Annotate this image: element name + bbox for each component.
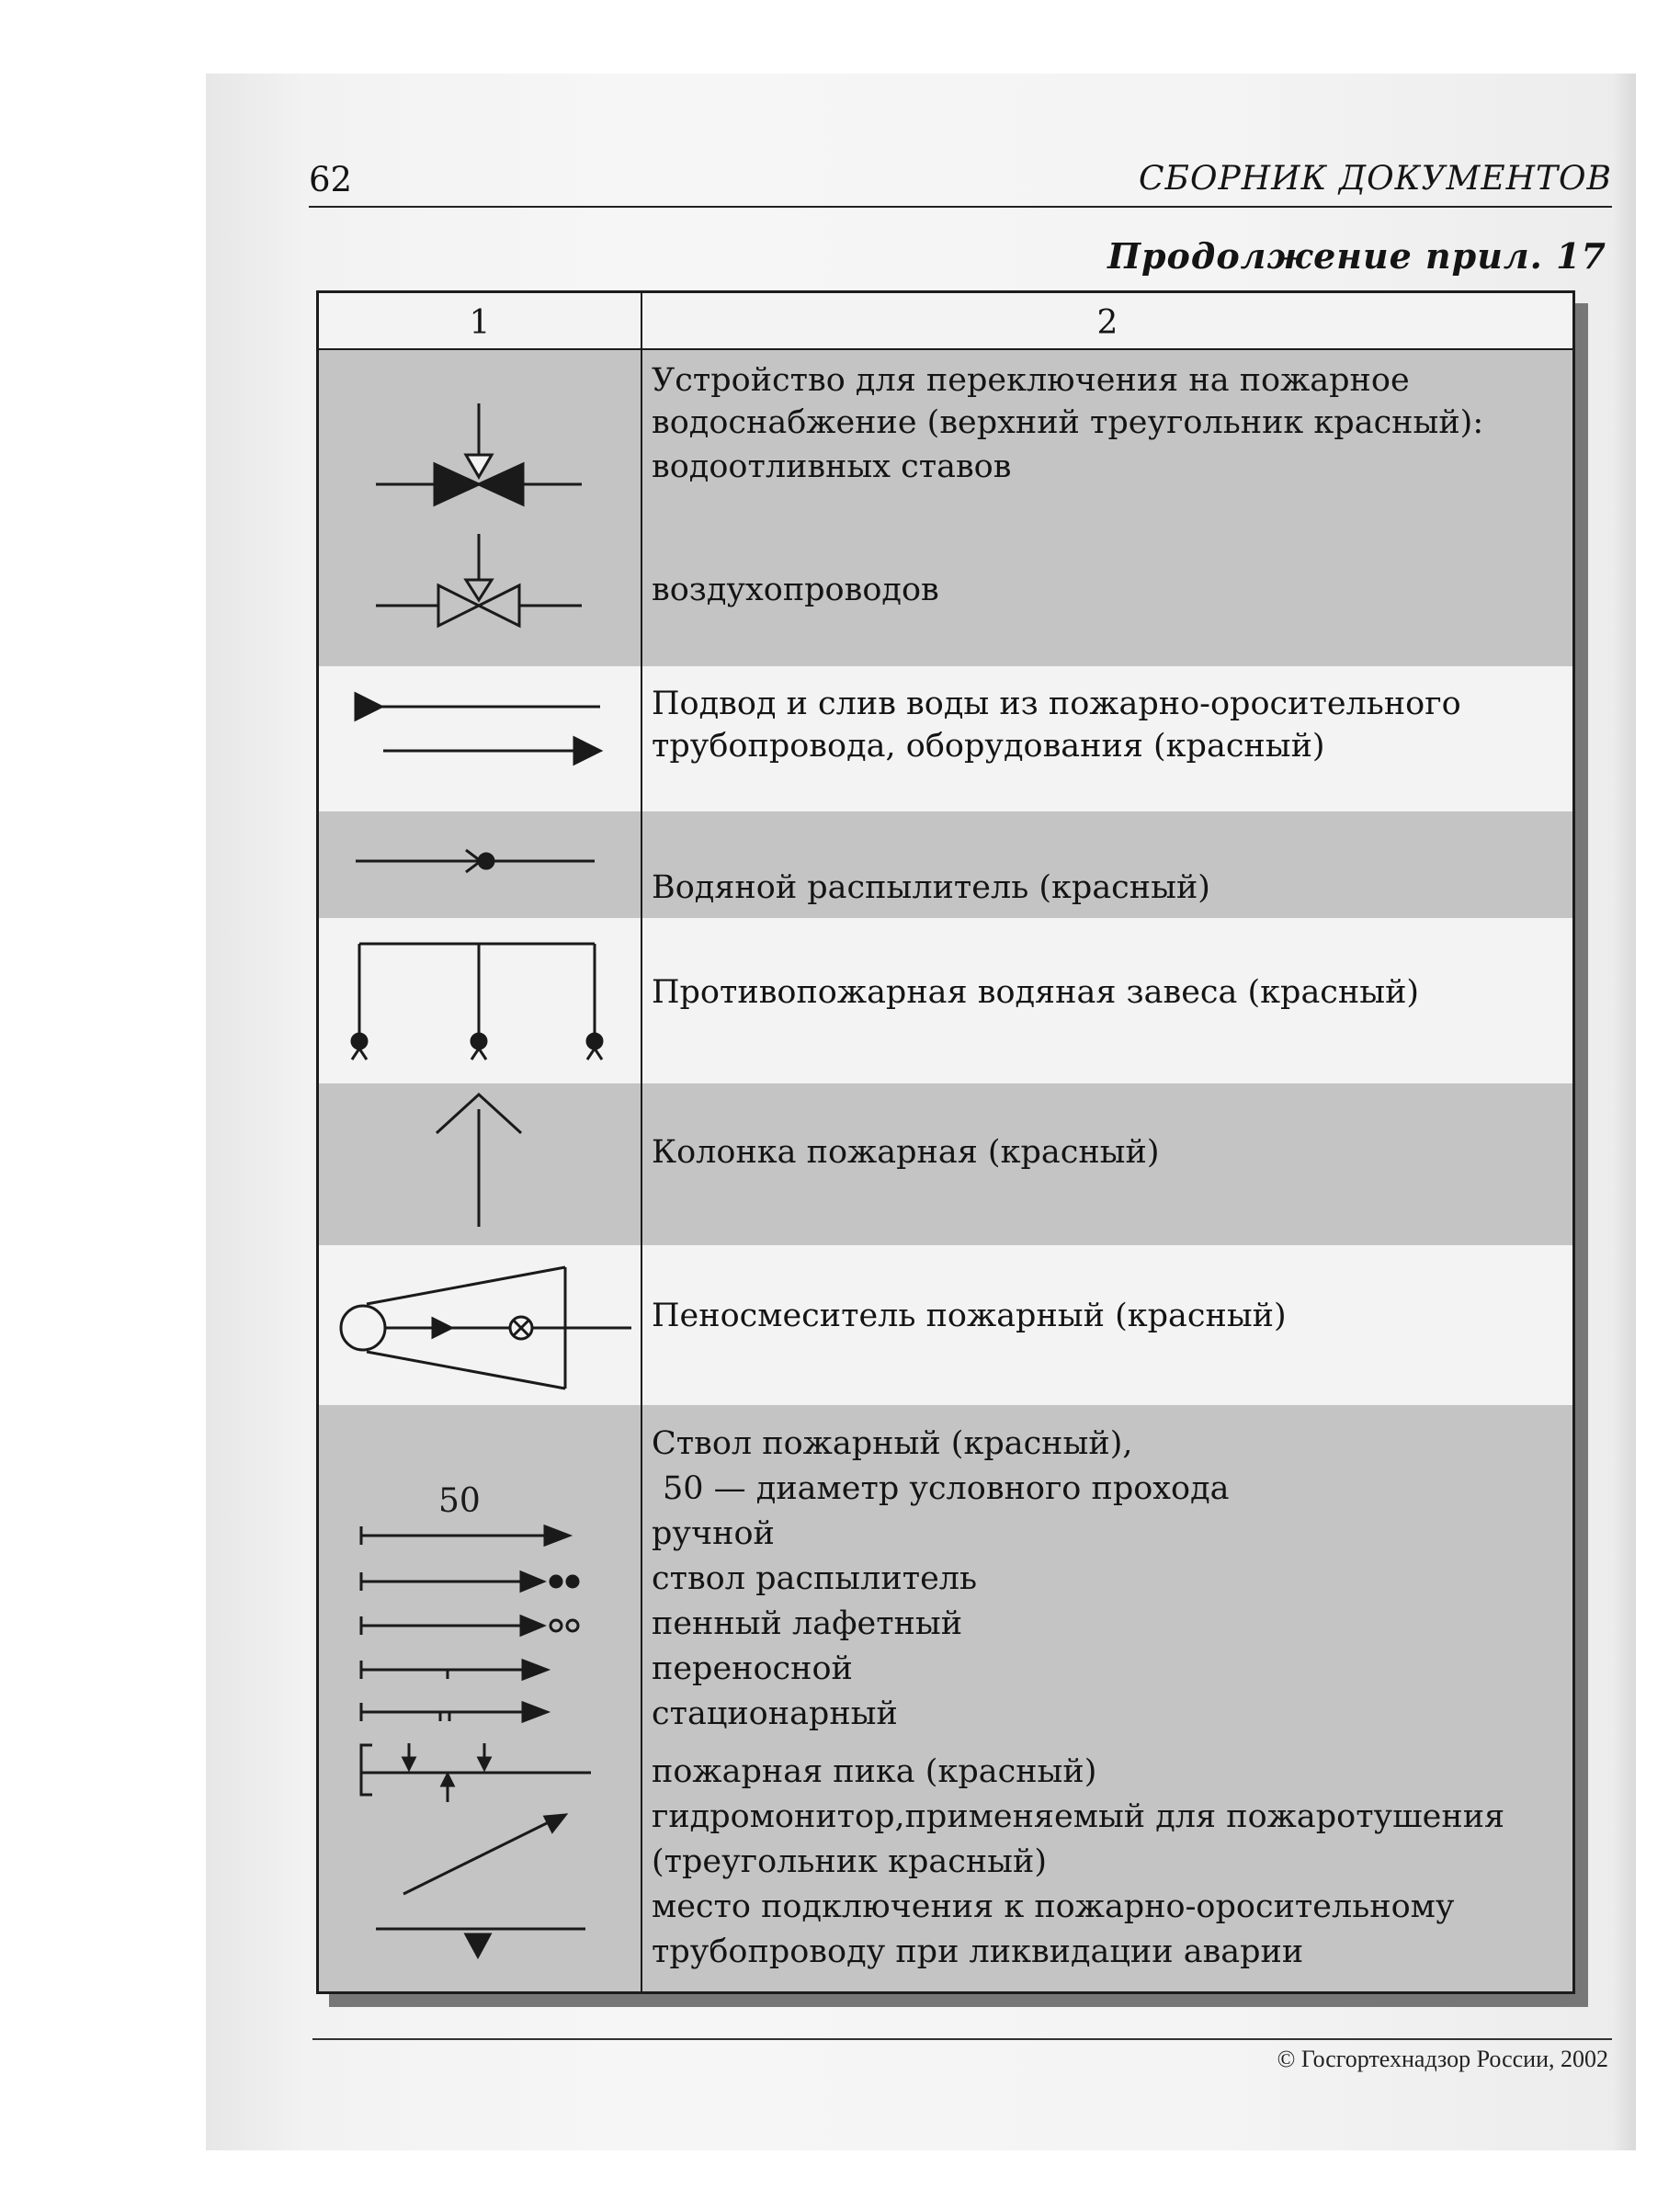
foam-mixer-icon — [341, 1267, 631, 1389]
desc-line: трубопроводу при ликвидации аварии — [652, 1933, 1304, 1970]
column-header-1: 1 — [469, 304, 491, 342]
footer-rule — [312, 2038, 1612, 2040]
desc-line: трубопровода, оборудования (красный) — [652, 728, 1325, 765]
desc-line: место подключения к пожарно-оросительному — [652, 1888, 1455, 1925]
desc-line: водоснабжение (верхний треугольник красный): — [652, 404, 1484, 441]
desc-line: 50 — диаметр условного прохода — [663, 1470, 1230, 1507]
column-header-2: 2 — [1096, 304, 1118, 342]
nozzle-diameter-label: 50 — [438, 1482, 481, 1520]
row-3-description — [652, 867, 1571, 909]
desc-line: воздухопроводов — [652, 572, 939, 608]
row-7-description — [652, 1422, 1571, 1975]
desc-line: пенный лафетный — [652, 1605, 963, 1642]
page-edge — [1614, 74, 1636, 2150]
desc-line: ствол распылитель — [652, 1560, 978, 1597]
column-divider — [641, 293, 642, 1991]
water-curtain-icon — [352, 944, 602, 1060]
running-title: СБОРНИК ДОКУМЕНТОВ — [1138, 160, 1612, 198]
desc-line: ручной — [652, 1515, 775, 1552]
desc-line: (треугольник красный) — [652, 1843, 1047, 1880]
water-sprayer-icon — [356, 850, 595, 872]
page-gutter-shade — [206, 74, 307, 2150]
row-4-description — [652, 971, 1571, 1014]
row-2-description — [652, 683, 1571, 767]
desc-line: Противопожарная водяная завеса (красный) — [652, 974, 1420, 1011]
desc-line: Подвод и слив воды из пожарно-оросительного — [652, 686, 1461, 722]
continuation-label: Продолжение прил. 17 — [1107, 235, 1606, 277]
copyright-notice: © Госгортехнадзор России, 2002 — [1277, 2046, 1608, 2072]
page-header — [309, 154, 1612, 208]
desc-line: Водяной распылитель (красный) — [652, 869, 1210, 906]
symbols-table — [316, 290, 1575, 1994]
desc-line: гидромонитор,применяемый для пожаротушения — [652, 1798, 1505, 1835]
fire-nozzle-icons — [361, 1526, 591, 1956]
desc-line: Пеносмеситель пожарный (красный) — [652, 1298, 1287, 1334]
fire-hydrant-column-icon — [437, 1094, 521, 1227]
desc-line: Устройство для переключения на пожарное — [652, 362, 1410, 399]
desc-line: пожарная пика (красный) — [652, 1753, 1097, 1790]
desc-line: Колонка пожарная (красный) — [652, 1134, 1160, 1171]
desc-line: переносной — [652, 1650, 853, 1687]
row-5-description — [652, 1131, 1571, 1174]
desc-line: стационарный — [652, 1695, 898, 1732]
valve-outline-icon — [376, 534, 582, 626]
row-1-description — [652, 359, 1571, 611]
row-6-description — [652, 1295, 1571, 1337]
symbols-column — [319, 293, 641, 1991]
page-number: 62 — [309, 160, 353, 199]
desc-line: водоотливных ставов — [652, 448, 1012, 485]
desc-line: Ствол пожарный (красный), — [652, 1425, 1133, 1462]
valve-filled-icon — [376, 403, 582, 505]
supply-drain-lines-icon — [356, 694, 600, 764]
